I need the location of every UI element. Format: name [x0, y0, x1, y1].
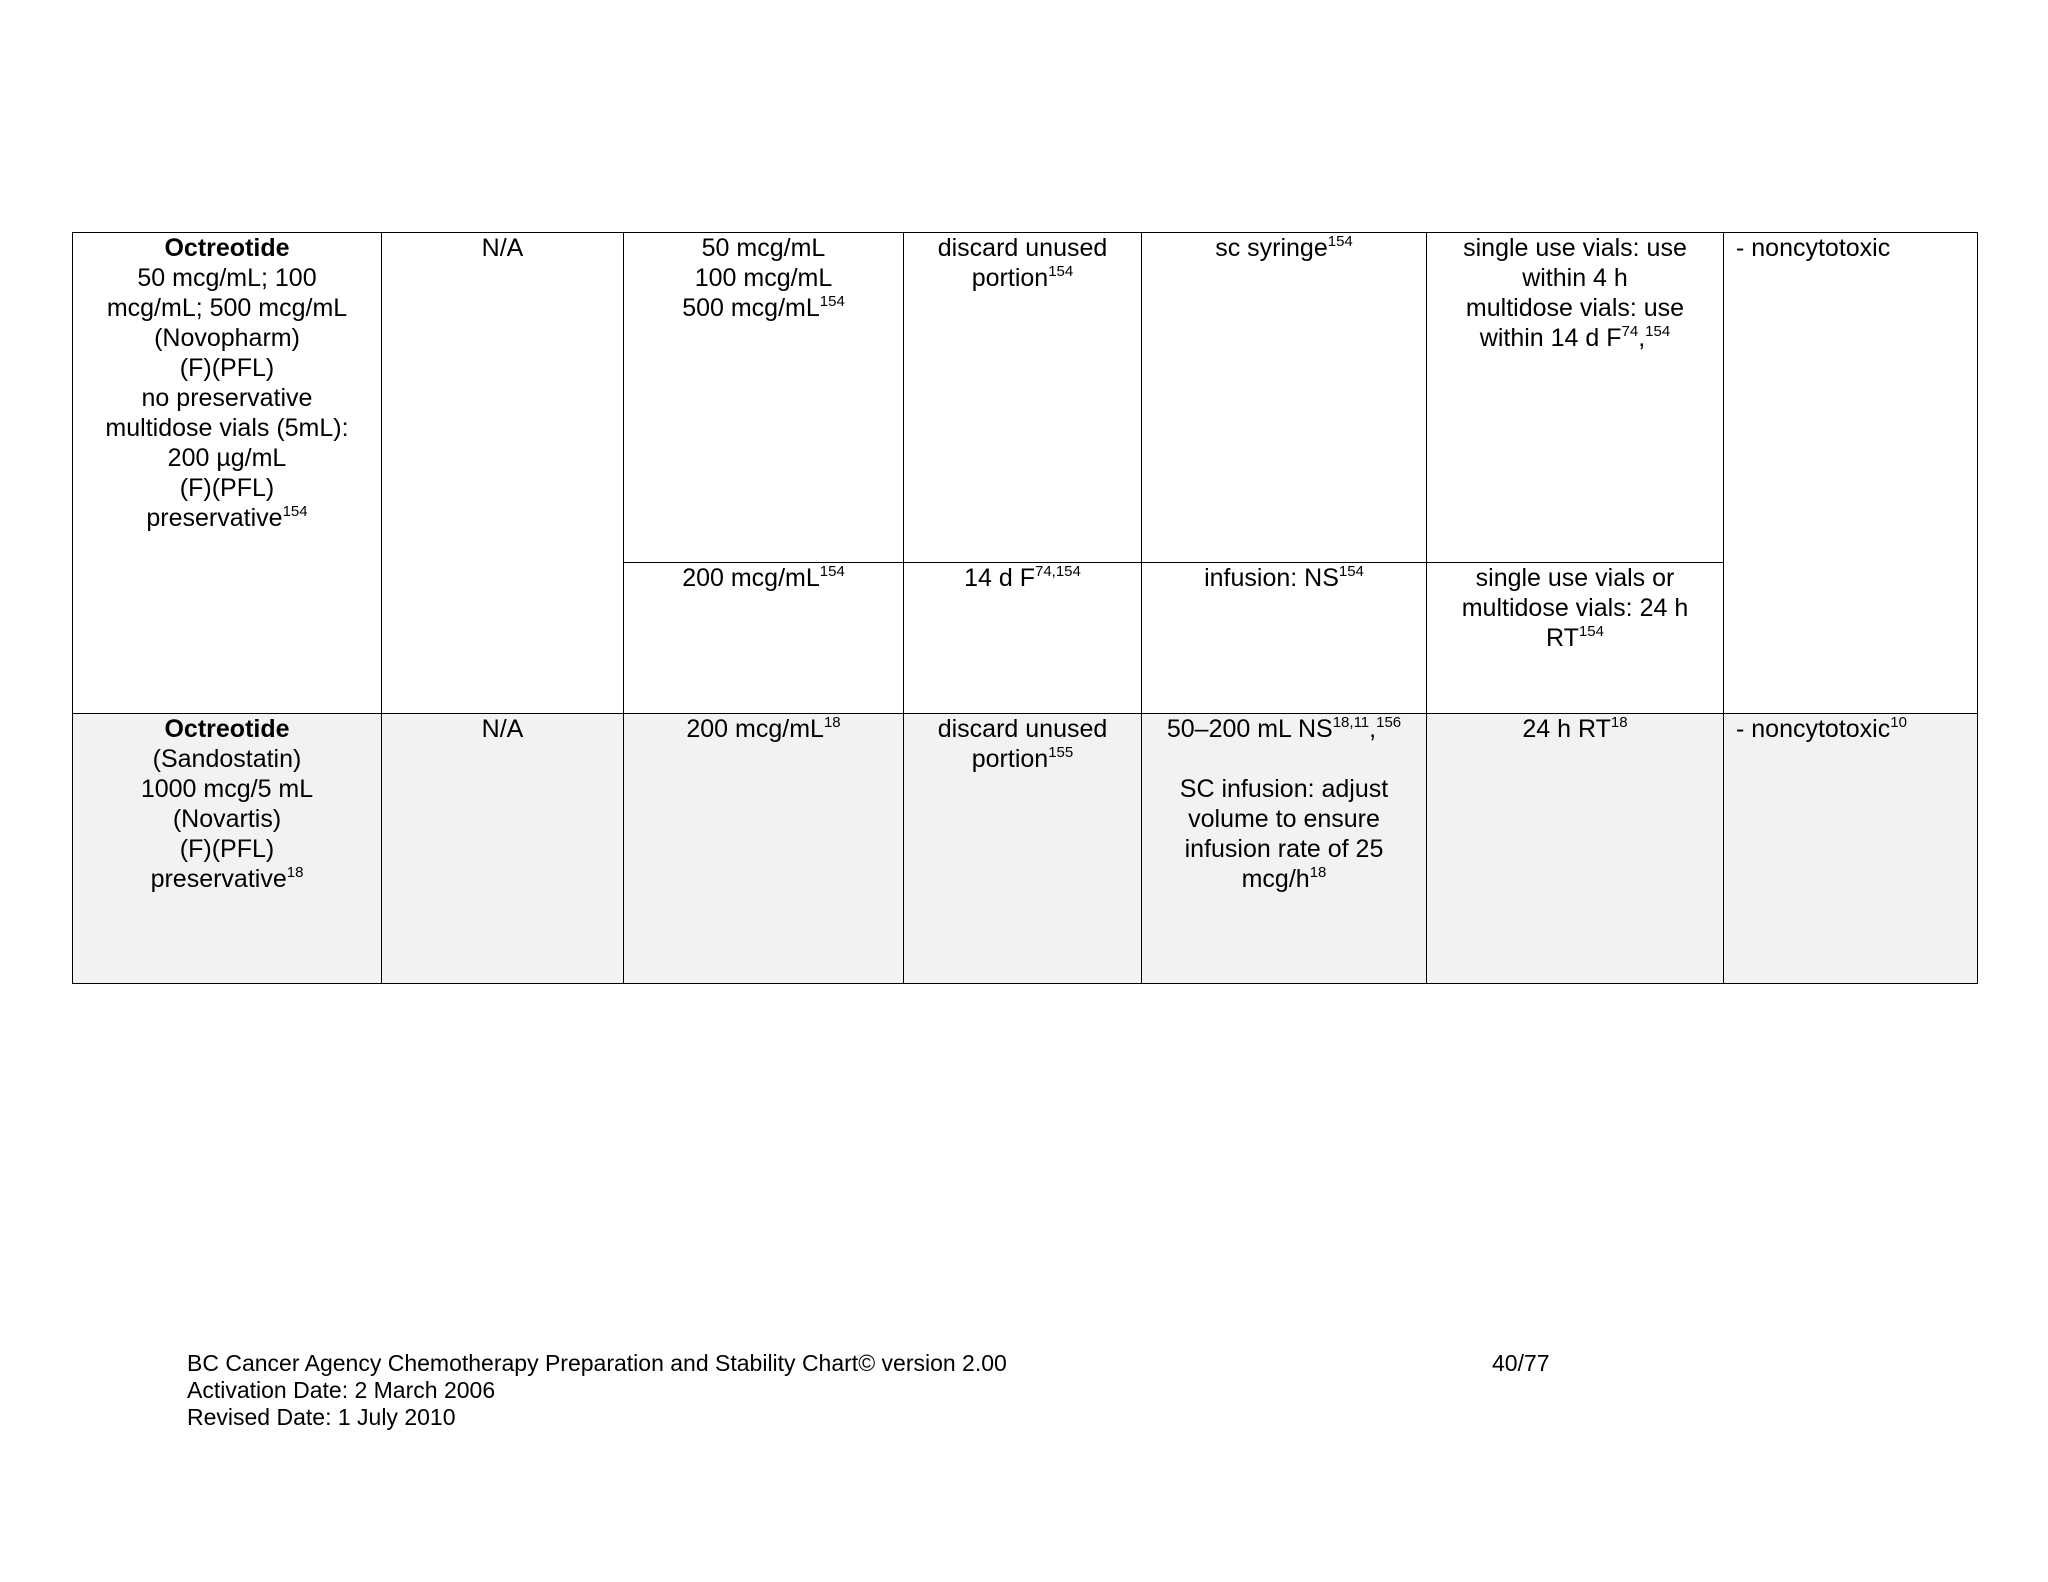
- stability-cell: 14 d F$^{74,154}$: [904, 563, 1142, 714]
- reference-sup: 18: [1309, 864, 1327, 881]
- drug-detail-line: (F)(PFL): [179, 354, 275, 382]
- page-footer: [187, 1350, 1007, 1431]
- administration-cell: 50–200 mL NS$^{18,11}$,$^{156}$ SC infusion: adjust volume to ensure infusion rate of 25 mcg/$h^{18}$: [1142, 714, 1427, 984]
- drug-detail-line: 1000 mcg/5 mL: [140, 775, 314, 803]
- special-precautions-cell: - noncytotoxic: [1724, 233, 1978, 714]
- page-number: 40/77: [1492, 1350, 1550, 1376]
- footer-chart-title: BC Cancer Agency Chemotherapy Preparation and Stability Chart© version 2.00: [187, 1350, 1007, 1376]
- vial-stability-cell: 24 h RT$^{18}$: [1427, 714, 1724, 984]
- reconstitution-cell: N/A: [382, 233, 624, 714]
- stability-cell: discard unused portion$^{155}$: [904, 714, 1142, 984]
- vial-stability-cell: single use vials: use within 4 h multidose vials: use within 14 d $F^{74},^{154}$: [1427, 233, 1724, 563]
- drug-name: Octreotide: [164, 715, 290, 743]
- reference-sup: 154: [819, 563, 845, 580]
- drug-detail-line: 200 µg/mL: [167, 444, 287, 472]
- reference-sup: 18,11: [1332, 714, 1370, 731]
- reference-sup: 154: [1645, 323, 1671, 340]
- reference-sup: 154: [1578, 623, 1604, 640]
- concentration-cell: 50 mcg/mL 100 mcg/mL 500 mcg/$mL^{154}$: [624, 233, 904, 563]
- drug-cell: [73, 233, 382, 714]
- table-row: [73, 714, 1978, 984]
- drug-detail-line: (F)(PFL): [179, 474, 275, 502]
- footer-activation-date: Activation Date: 2 March 2006: [187, 1377, 496, 1403]
- table-row: [73, 233, 1978, 563]
- drug-detail-line: (Sandostatin): [152, 745, 302, 773]
- drug-name: Octreotide: [164, 234, 290, 262]
- reference-sup: 18: [823, 714, 841, 731]
- stability-cell: discard unused portion$^{154}$: [904, 233, 1142, 563]
- drug-cell: [73, 714, 382, 984]
- concentration-cell: 200 mcg/$mL^{18}$: [624, 714, 904, 984]
- reference-sup: 10: [1890, 714, 1907, 731]
- reference-sup: 154: [1338, 563, 1364, 580]
- stability-table: [72, 232, 1978, 984]
- administration-cell: sc syringe$^{154}$: [1142, 233, 1427, 563]
- reference-sup: 154: [282, 503, 308, 520]
- vial-stability-cell: single use vials or multidose vials: 24 h RT$^{154}$: [1427, 563, 1724, 714]
- reference-sup: 155: [1048, 744, 1074, 761]
- reference-sup: 18: [1610, 714, 1628, 731]
- reconstitution-cell: N/A: [382, 714, 624, 984]
- reference-sup: 156: [1376, 714, 1402, 731]
- reference-sup: 154: [1327, 233, 1353, 250]
- drug-detail-line: multidose vials (5mL):: [105, 414, 349, 442]
- footer-revised-date: Revised Date: 1 July 2010: [187, 1404, 456, 1430]
- drug-detail-line: (F)(PFL): [179, 835, 275, 863]
- drug-detail-line: preservative$^{154}$: [146, 503, 308, 532]
- special-precautions-cell: - noncytotoxic$^{10}$: [1724, 714, 1978, 984]
- drug-detail-line: (Novartis): [172, 805, 282, 833]
- reference-sup: 154: [819, 293, 845, 310]
- drug-detail-line: (Novopharm): [154, 324, 300, 352]
- concentration-cell: 200 mcg/$mL^{154}$: [624, 563, 904, 714]
- drug-detail-line: 50 mcg/mL; 100: [137, 264, 317, 292]
- reference-sup: 18: [286, 864, 304, 881]
- reference-sup: 154: [1048, 263, 1074, 280]
- drug-detail-line: mcg/mL; 500 mcg/mL: [106, 294, 348, 322]
- reference-sup: 74,154: [1034, 563, 1081, 580]
- drug-detail-line: no preservative: [141, 384, 313, 412]
- administration-cell: infusion: NS$^{154}$: [1142, 563, 1427, 714]
- drug-detail-line: preservative$^{18}$: [150, 864, 304, 893]
- reference-sup: 74: [1621, 323, 1639, 340]
